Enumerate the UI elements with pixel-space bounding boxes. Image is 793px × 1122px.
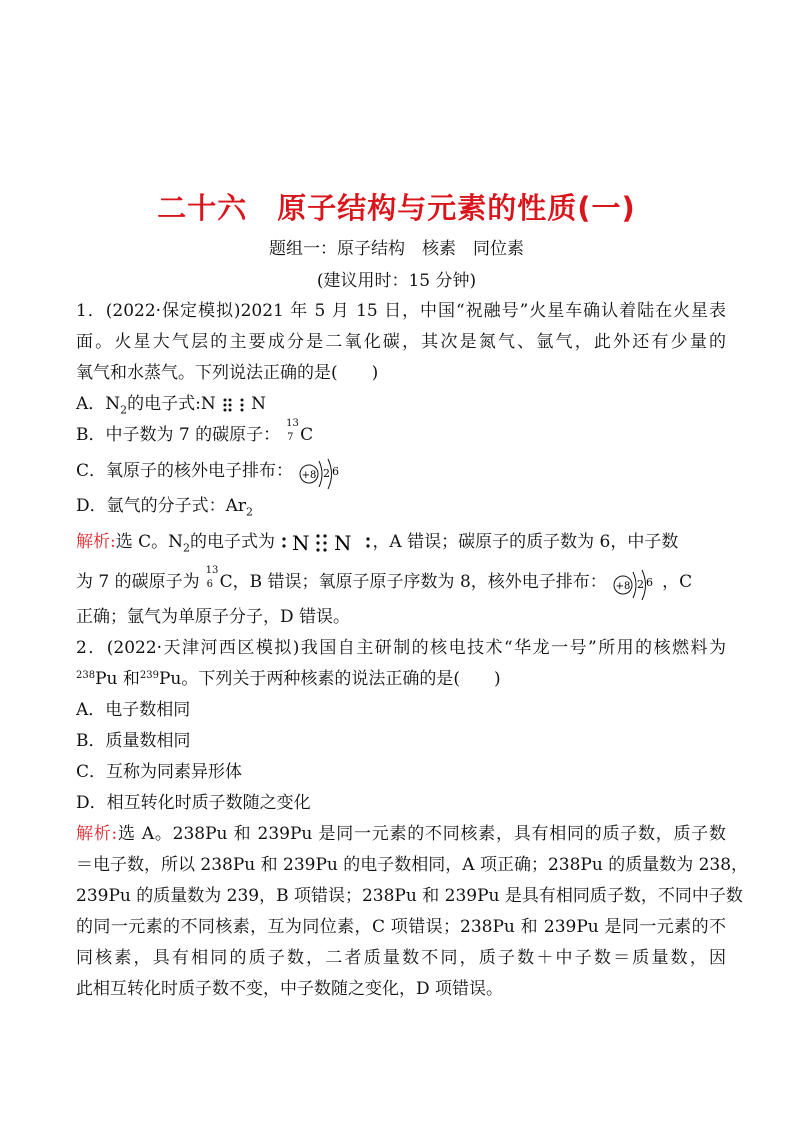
q1-analysis-line-3: 正确；氩气为单原子分子，D 错误。 bbox=[76, 607, 351, 627]
n2-lewis-structure bbox=[280, 531, 372, 555]
q1-option-a: A．$N_2$的电子式:N N bbox=[76, 394, 267, 417]
q2-analysis-line-2: ＝电子数，所以 238Pu 和 239Pu 的电子数相同，A 项正确；238Pu 的质量数为 238， bbox=[76, 855, 749, 875]
carbon-isotope-notation: 13 7 bbox=[286, 418, 299, 443]
q1-analysis-line-2: 为 7 的碳原子为 13 6 C，B 错误；氧原子原子序数为 8，核外电子排布： +8 2 6 ，C bbox=[76, 562, 726, 602]
svg-text:+8: +8 bbox=[302, 469, 317, 481]
oxygen-electron-shell-diagram bbox=[298, 455, 348, 489]
analysis-label: 解析: bbox=[76, 532, 116, 552]
svg-text:+8: +8 bbox=[615, 580, 631, 592]
q1-stem-line-1: 1．(2022·保定模拟)2021 年 5 月 15 日，中国“祝融号”火星车确认着陆在火星表 bbox=[76, 301, 726, 321]
q1-stem-line-3: 氧气和水蒸气。下列说法正确的是( ) bbox=[76, 363, 379, 383]
q1-option-c: C．氧原子的核外电子排布： +8 2 6 bbox=[76, 451, 726, 491]
q2-analysis-line-1: 解析:选 A。238Pu 和 239Pu 是同一元素的不同核素，具有相同的质子数，质子数 bbox=[76, 824, 727, 844]
q2-analysis-line-3: 239Pu 的质量数为 239，B 项错误；238Pu 和 239Pu 是具有相同质子数，不同中子数 bbox=[76, 886, 743, 906]
q2-analysis-line-4: 的同一元素的不同核素，互为同位素，C 项错误；238Pu 和 239Pu 是同一元素的不 bbox=[76, 917, 726, 937]
suggested-time: (建议用时：15 分钟) bbox=[316, 271, 477, 291]
oxygen-electron-shell-diagram-answer bbox=[612, 566, 662, 600]
svg-text:2: 2 bbox=[323, 466, 331, 480]
section-subtitle: 题组一：原子结构 核素 同位素 bbox=[269, 239, 524, 259]
svg-text:2: 2 bbox=[637, 577, 645, 591]
q2-option-a: A．电子数相同 bbox=[76, 700, 191, 720]
questions-body bbox=[76, 296, 749, 1005]
q2-analysis-line-6: 此相互转化时质子数不变，中子数随之变化，D 项错误。 bbox=[76, 979, 504, 999]
q1-option-d: D．氩气的分子式：$Ar_2$ bbox=[76, 496, 254, 519]
carbon-isotope-notation-answer: 13 6 bbox=[205, 565, 219, 590]
svg-text:6: 6 bbox=[332, 464, 340, 478]
q2-stem-line-1: 2．(2022·天津河西区模拟)我国自主研制的核电技术“华龙一号”所用的核燃料为 bbox=[76, 638, 726, 658]
q1-analysis-line-1: 解析:选 C。$N_2$的电子式为 N N ，A 错误；碳原子的质子数为 6，中子数 bbox=[76, 530, 679, 555]
triple-bond-dots-icon bbox=[221, 397, 251, 413]
q2-option-d: D．相互转化时质子数随之变化 bbox=[76, 793, 311, 813]
q2-option-b: B．质量数相同 bbox=[76, 731, 191, 751]
q2-option-c: C．互称为同素异形体 bbox=[76, 762, 243, 782]
svg-text:6: 6 bbox=[646, 575, 654, 589]
svg-text:N: N bbox=[334, 530, 352, 555]
q2-analysis-line-5: 同核素，具有相同的质子数，二者质量数不同，质子数＋中子数＝质量数，因 bbox=[76, 948, 726, 968]
analysis-label-2: 解析: bbox=[76, 824, 118, 844]
q1-stem-line-2: 面。火星大气层的主要成分是二氧化碳，其次是氮气、氩气，此外还有少量的 bbox=[76, 332, 726, 352]
q1-option-b: B．中子数为 7 的碳原子： 13 7 C bbox=[76, 418, 314, 445]
page-title: 二十六 原子结构与元素的性质(一) bbox=[157, 191, 636, 225]
svg-text:N: N bbox=[292, 530, 310, 555]
q2-stem-line-2: $^{238}$Pu 和$^{239}$Pu。下列关于两种核素的说法正确的是( ) bbox=[76, 669, 501, 689]
